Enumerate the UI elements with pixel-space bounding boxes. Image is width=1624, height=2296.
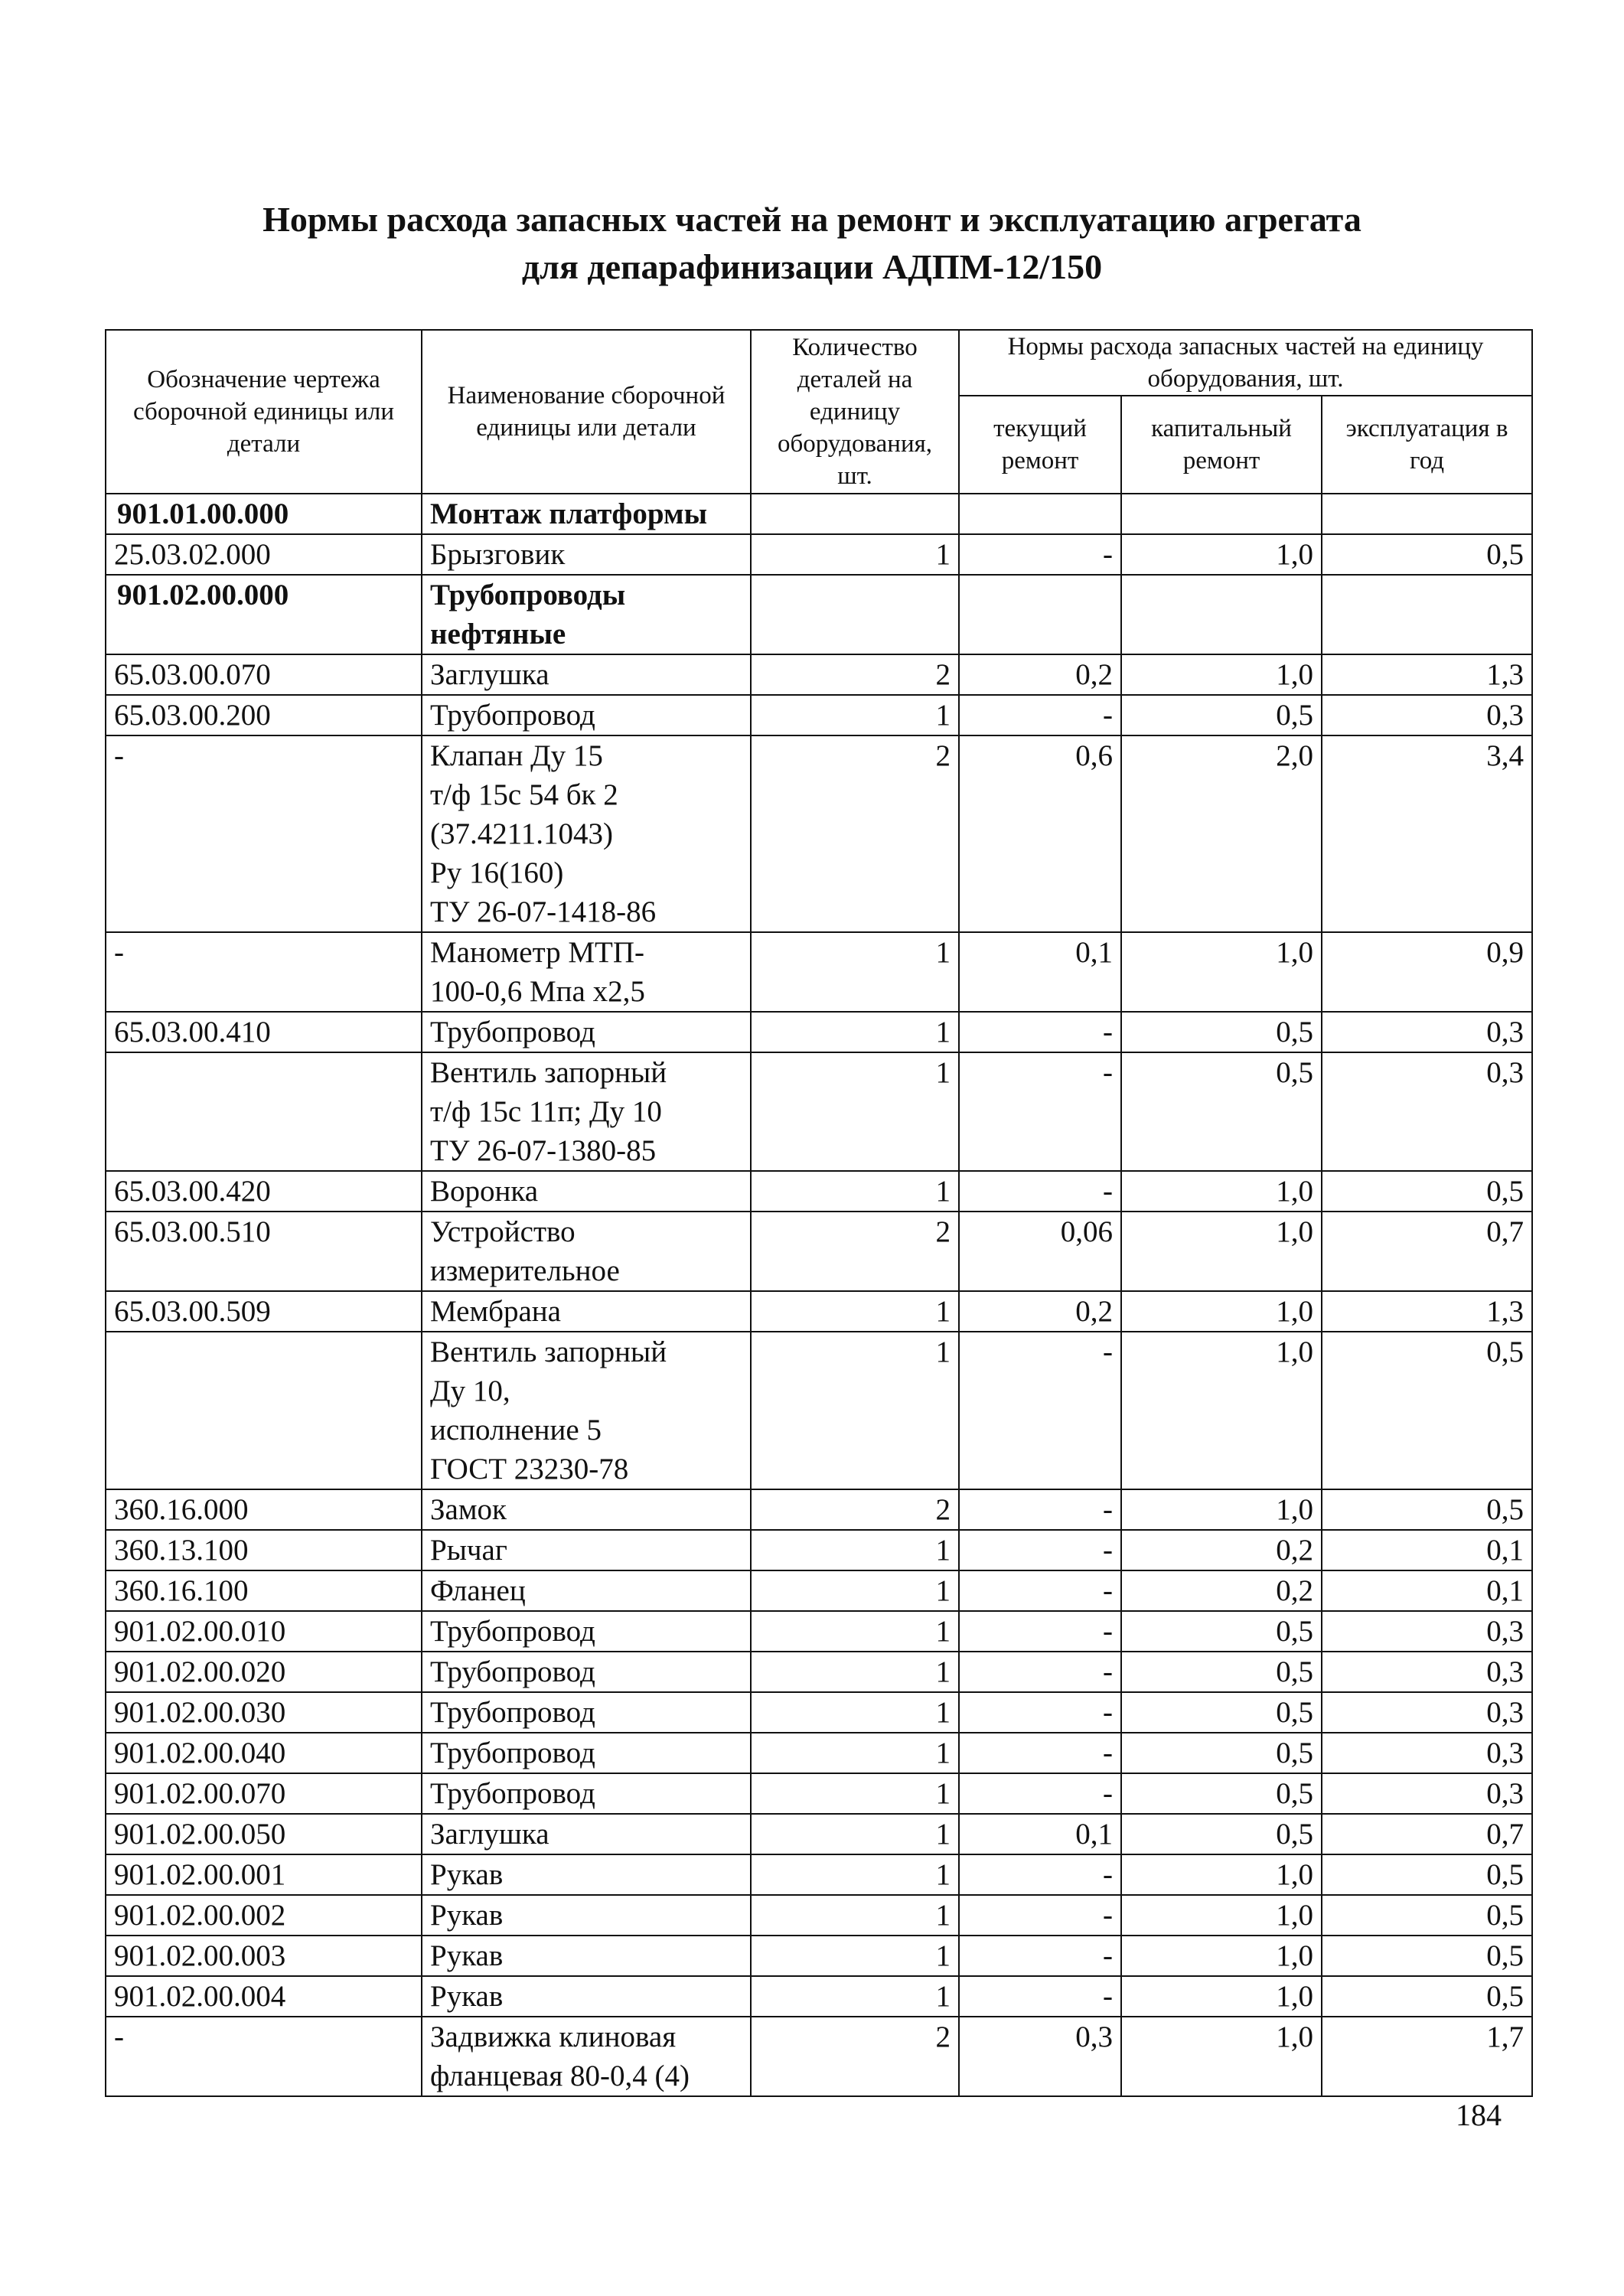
table-row [106, 654, 1532, 695]
table-row [106, 2017, 1532, 2096]
cell-name: Устройство измерительное [422, 1212, 751, 1291]
cell-code: 901.02.00.003 [106, 1936, 422, 1976]
cell-capital-repair: 1,0 [1121, 1854, 1322, 1895]
cell-capital-repair: 0,5 [1121, 1012, 1322, 1052]
table-row [106, 1854, 1532, 1895]
cell-code: 360.16.000 [106, 1489, 422, 1530]
table-row [106, 1212, 1532, 1291]
cell-current-repair: - [959, 1171, 1121, 1212]
cell-per-year: 1,3 [1322, 654, 1532, 695]
cell-per-year: 0,9 [1322, 932, 1532, 1012]
header-code: Обозначение чертежа сборочной единицы или детали [106, 330, 422, 494]
cell-per-year: 0,5 [1322, 1854, 1532, 1895]
table-row [106, 1692, 1532, 1733]
cell-capital-repair: 1,0 [1121, 1489, 1322, 1530]
cell-per-year: 0,7 [1322, 1814, 1532, 1854]
cell-current-repair: - [959, 1854, 1121, 1895]
cell-capital-repair: 0,5 [1121, 695, 1322, 735]
cell-per-year: 1,7 [1322, 2017, 1532, 2096]
cell-code: 901.02.00.070 [106, 1773, 422, 1814]
cell-qty: 1 [751, 1652, 959, 1692]
cell-capital-repair: 1,0 [1121, 1936, 1322, 1976]
cell-qty: 2 [751, 654, 959, 695]
cell-name: Рукав [422, 1895, 751, 1936]
cell-qty [751, 575, 959, 654]
cell-code [106, 1332, 422, 1489]
cell-capital-repair: 1,0 [1121, 654, 1322, 695]
cell-current-repair: 0,2 [959, 654, 1121, 695]
table-row [106, 1895, 1532, 1936]
table-row [106, 1570, 1532, 1611]
table-row [106, 1012, 1532, 1052]
cell-current-repair: - [959, 1652, 1121, 1692]
cell-current-repair: - [959, 1489, 1121, 1530]
cell-capital-repair: 0,2 [1121, 1570, 1322, 1611]
cell-name: Фланец [422, 1570, 751, 1611]
cell-current-repair: - [959, 1012, 1121, 1052]
cell-qty: 1 [751, 695, 959, 735]
cell-name: Монтаж платформы [422, 494, 751, 534]
cell-qty: 1 [751, 1814, 959, 1854]
cell-name: Вентиль запорный т/ф 15с 11п; Ду 10 ТУ 26-07-1380-85 [422, 1052, 751, 1171]
cell-name: Трубопровод [422, 695, 751, 735]
cell-per-year: 0,3 [1322, 695, 1532, 735]
cell-capital-repair: 0,2 [1121, 1530, 1322, 1570]
cell-qty: 1 [751, 1171, 959, 1212]
cell-per-year: 0,1 [1322, 1570, 1532, 1611]
cell-per-year: 0,5 [1322, 1895, 1532, 1936]
table-row [106, 1291, 1532, 1332]
cell-capital-repair: 0,5 [1121, 1733, 1322, 1773]
cell-current-repair: 0,6 [959, 735, 1121, 932]
cell-qty: 1 [751, 1052, 959, 1171]
cell-name: Воронка [422, 1171, 751, 1212]
cell-qty: 1 [751, 1854, 959, 1895]
cell-qty: 1 [751, 1530, 959, 1570]
cell-qty: 2 [751, 1489, 959, 1530]
cell-current-repair: 0,1 [959, 1814, 1121, 1854]
cell-code: 65.03.00.070 [106, 654, 422, 695]
cell-code: 901.02.00.002 [106, 1895, 422, 1936]
cell-per-year: 0,5 [1322, 1332, 1532, 1489]
header-norms-group: Нормы расхода запасных частей на единицу оборудования, шт. [959, 330, 1532, 396]
cell-qty: 1 [751, 932, 959, 1012]
cell-capital-repair: 1,0 [1121, 1895, 1322, 1936]
page-title [0, 196, 1624, 291]
cell-per-year: 0,5 [1322, 1976, 1532, 2017]
cell-current-repair: - [959, 1895, 1121, 1936]
cell-name: Задвижка клиновая фланцевая 80-0,4 (4) [422, 2017, 751, 2096]
cell-per-year: 0,3 [1322, 1692, 1532, 1733]
cell-qty: 1 [751, 1012, 959, 1052]
cell-code: 65.03.00.410 [106, 1012, 422, 1052]
cell-code: - [106, 2017, 422, 2096]
cell-current-repair: - [959, 695, 1121, 735]
table-row [106, 1530, 1532, 1570]
table-header [106, 330, 1532, 494]
cell-name: Клапан Ду 15 т/ф 15с 54 бк 2 (37.4211.1043) Ру 16(160) ТУ 26-07-1418-86 [422, 735, 751, 932]
table-row [106, 1976, 1532, 2017]
cell-code: 65.03.00.420 [106, 1171, 422, 1212]
cell-name: Трубопровод [422, 1692, 751, 1733]
table-row [106, 695, 1532, 735]
cell-name: Брызговик [422, 534, 751, 575]
cell-name: Трубопровод [422, 1652, 751, 1692]
cell-current-repair [959, 494, 1121, 534]
cell-capital-repair: 0,5 [1121, 1611, 1322, 1652]
title-line-1: Нормы расхода запасных частей на ремонт и эксплуатацию агрегата [263, 200, 1361, 239]
cell-code: 901.02.00.004 [106, 1976, 422, 2017]
cell-per-year: 1,3 [1322, 1291, 1532, 1332]
cell-capital-repair [1121, 494, 1322, 534]
cell-capital-repair [1121, 575, 1322, 654]
cell-code: 360.13.100 [106, 1530, 422, 1570]
cell-current-repair: - [959, 1976, 1121, 2017]
cell-capital-repair: 0,5 [1121, 1652, 1322, 1692]
table-row [106, 1171, 1532, 1212]
cell-current-repair: - [959, 1530, 1121, 1570]
cell-qty: 2 [751, 1212, 959, 1291]
title-line-2: для депарафинизации АДПМ-12/150 [521, 247, 1103, 286]
table-row [106, 1611, 1532, 1652]
cell-code: - [106, 932, 422, 1012]
header-per-year: эксплуатация в год [1322, 396, 1532, 494]
cell-per-year: 0,3 [1322, 1733, 1532, 1773]
page-number: 184 [1456, 2098, 1502, 2132]
cell-capital-repair: 2,0 [1121, 735, 1322, 932]
cell-capital-repair: 0,5 [1121, 1773, 1322, 1814]
cell-capital-repair: 1,0 [1121, 1171, 1322, 1212]
cell-capital-repair: 1,0 [1121, 1291, 1322, 1332]
cell-per-year: 0,1 [1322, 1530, 1532, 1570]
cell-current-repair: - [959, 1052, 1121, 1171]
cell-name: Трубопроводы нефтяные [422, 575, 751, 654]
cell-per-year: 0,5 [1322, 534, 1532, 575]
cell-qty: 1 [751, 1895, 959, 1936]
cell-current-repair: 0,2 [959, 1291, 1121, 1332]
cell-per-year [1322, 494, 1532, 534]
table-row [106, 1773, 1532, 1814]
cell-capital-repair: 1,0 [1121, 1976, 1322, 2017]
header-name: Наименование сборочной единицы или детали [422, 330, 751, 494]
table-body [106, 494, 1532, 2096]
cell-capital-repair: 1,0 [1121, 534, 1322, 575]
cell-current-repair: 0,3 [959, 2017, 1121, 2096]
cell-code: 901.02.00.050 [106, 1814, 422, 1854]
cell-name: Рукав [422, 1976, 751, 2017]
cell-current-repair: - [959, 1332, 1121, 1489]
cell-current-repair: - [959, 534, 1121, 575]
cell-current-repair: - [959, 1773, 1121, 1814]
cell-name: Вентиль запорный Ду 10, исполнение 5 ГОСТ 23230-78 [422, 1332, 751, 1489]
header-current-repair: текущий ремонт [959, 396, 1121, 494]
cell-capital-repair: 0,5 [1121, 1814, 1322, 1854]
table-row [106, 735, 1532, 932]
cell-name: Мембрана [422, 1291, 751, 1332]
cell-qty: 2 [751, 2017, 959, 2096]
cell-per-year: 0,3 [1322, 1773, 1532, 1814]
cell-current-repair: - [959, 1611, 1121, 1652]
cell-name: Рукав [422, 1854, 751, 1895]
cell-code: 901.02.00.030 [106, 1692, 422, 1733]
cell-capital-repair: 1,0 [1121, 1332, 1322, 1489]
cell-code: 360.16.100 [106, 1570, 422, 1611]
cell-name: Рычаг [422, 1530, 751, 1570]
cell-code: 901.02.00.001 [106, 1854, 422, 1895]
cell-capital-repair: 1,0 [1121, 932, 1322, 1012]
cell-code: 901.02.00.020 [106, 1652, 422, 1692]
cell-code: 901.02.00.000 [106, 575, 422, 654]
cell-code: 901.02.00.010 [106, 1611, 422, 1652]
table-row [106, 1936, 1532, 1976]
cell-code: 901.01.00.000 [106, 494, 422, 534]
cell-per-year: 0,3 [1322, 1652, 1532, 1692]
cell-per-year: 0,5 [1322, 1171, 1532, 1212]
cell-code: - [106, 735, 422, 932]
header-qty: Количество деталей на единицу оборудования, шт. [751, 330, 959, 494]
cell-qty: 1 [751, 1976, 959, 2017]
cell-name: Трубопровод [422, 1012, 751, 1052]
table-row [106, 1733, 1532, 1773]
cell-qty [751, 494, 959, 534]
cell-current-repair: - [959, 1570, 1121, 1611]
cell-qty: 1 [751, 1773, 959, 1814]
cell-qty: 1 [751, 1733, 959, 1773]
cell-qty: 1 [751, 534, 959, 575]
cell-qty: 2 [751, 735, 959, 932]
cell-current-repair [959, 575, 1121, 654]
cell-current-repair: - [959, 1936, 1121, 1976]
header-capital-repair: капитальный ремонт [1121, 396, 1322, 494]
cell-capital-repair: 1,0 [1121, 1212, 1322, 1291]
cell-per-year: 0,3 [1322, 1012, 1532, 1052]
cell-code: 65.03.00.200 [106, 695, 422, 735]
cell-code: 65.03.00.510 [106, 1212, 422, 1291]
cell-capital-repair: 1,0 [1121, 2017, 1322, 2096]
cell-qty: 1 [751, 1692, 959, 1733]
cell-current-repair: 0,1 [959, 932, 1121, 1012]
cell-qty: 1 [751, 1611, 959, 1652]
cell-per-year: 3,4 [1322, 735, 1532, 932]
cell-qty: 1 [751, 1332, 959, 1489]
cell-current-repair: - [959, 1733, 1121, 1773]
cell-name: Трубопровод [422, 1773, 751, 1814]
cell-name: Трубопровод [422, 1733, 751, 1773]
cell-capital-repair: 0,5 [1121, 1692, 1322, 1733]
cell-code [106, 1052, 422, 1171]
cell-current-repair: 0,06 [959, 1212, 1121, 1291]
cell-name: Рукав [422, 1936, 751, 1976]
cell-per-year: 0,5 [1322, 1936, 1532, 1976]
table-row [106, 534, 1532, 575]
cell-qty: 1 [751, 1570, 959, 1611]
cell-name: Трубопровод [422, 1611, 751, 1652]
cell-name: Замок [422, 1489, 751, 1530]
cell-qty: 1 [751, 1291, 959, 1332]
cell-capital-repair: 0,5 [1121, 1052, 1322, 1171]
spare-parts-table [105, 329, 1533, 2097]
cell-current-repair: - [959, 1692, 1121, 1733]
table-row [106, 1332, 1532, 1489]
cell-code: 25.03.02.000 [106, 534, 422, 575]
table-row [106, 1652, 1532, 1692]
cell-per-year: 0,5 [1322, 1489, 1532, 1530]
cell-per-year [1322, 575, 1532, 654]
section-row [106, 575, 1532, 654]
cell-qty: 1 [751, 1936, 959, 1976]
cell-code: 65.03.00.509 [106, 1291, 422, 1332]
table-row [106, 932, 1532, 1012]
cell-name: Манометр МТП- 100-0,6 Мпа х2,5 [422, 932, 751, 1012]
table-row [106, 1489, 1532, 1530]
table-row [106, 1052, 1532, 1171]
cell-name: Заглушка [422, 654, 751, 695]
cell-code: 901.02.00.040 [106, 1733, 422, 1773]
cell-per-year: 0,3 [1322, 1052, 1532, 1171]
section-row [106, 494, 1532, 534]
cell-name: Заглушка [422, 1814, 751, 1854]
cell-per-year: 0,7 [1322, 1212, 1532, 1291]
cell-per-year: 0,3 [1322, 1611, 1532, 1652]
table-row [106, 1814, 1532, 1854]
